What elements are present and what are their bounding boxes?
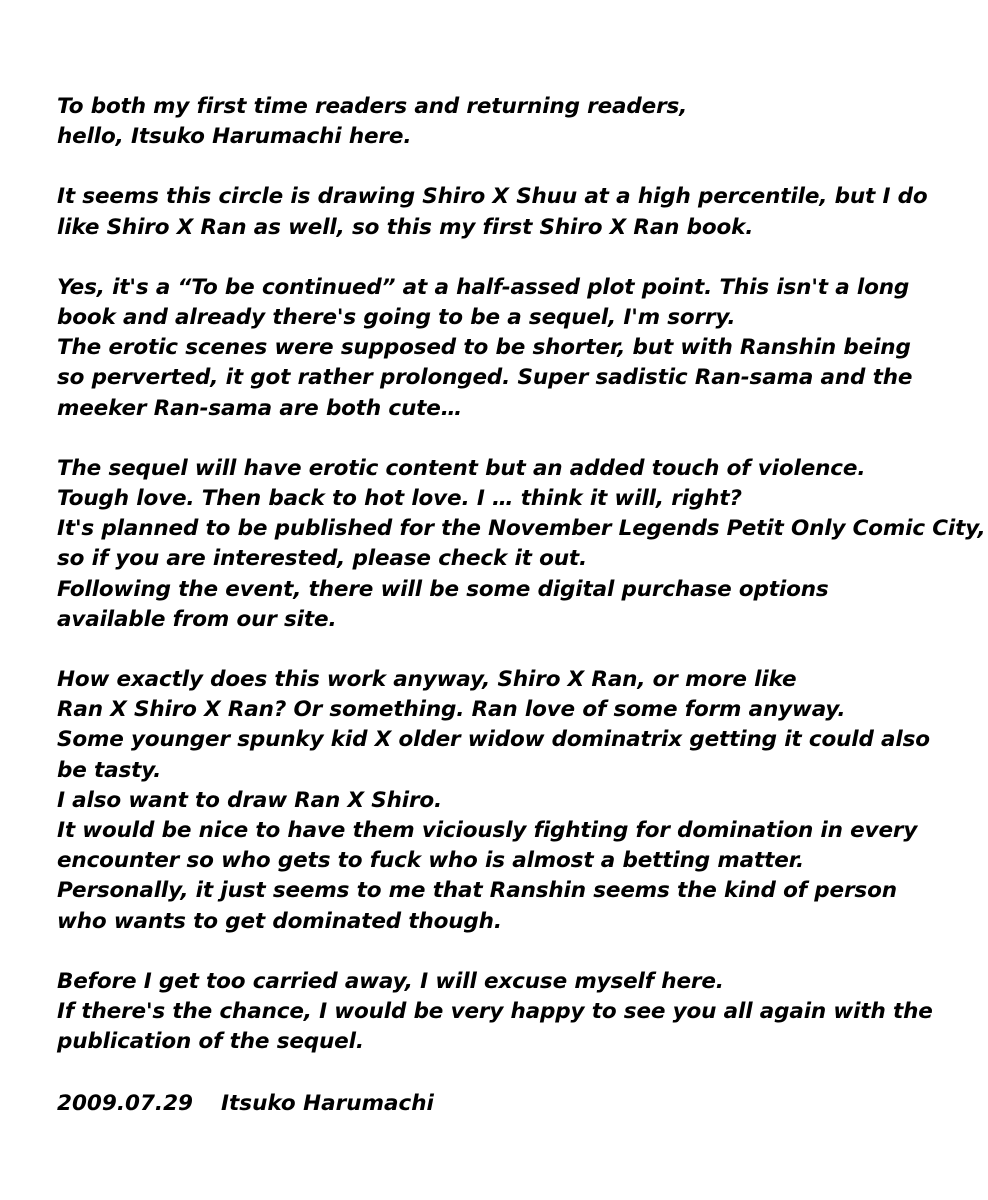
text-line: publication of the sequel. bbox=[57, 1029, 364, 1055]
paragraph-closing bbox=[57, 967, 933, 1058]
text-line: like Shiro X Ran as well, so this my first Shiro X Ran book. bbox=[57, 214, 754, 240]
paragraph-greeting bbox=[57, 92, 927, 152]
text-line: meeker Ran-sama are both cute… bbox=[57, 395, 463, 421]
text-line: so perverted, it got rather prolonged. Super sadistic Ran-sama and the bbox=[57, 365, 913, 391]
text-line: It's planned to be published for the November Legends Petit Only Comic City, bbox=[57, 516, 986, 542]
paragraph-to-be-continued bbox=[57, 273, 927, 424]
text-line: be tasty. bbox=[57, 757, 162, 783]
text-line: Yes, it's a “To be continued” at a half-assed plot point. This isn't a long bbox=[57, 274, 910, 300]
text-line: I also want to draw Ran X Shiro. bbox=[57, 787, 443, 813]
paragraph-sequel-plans bbox=[57, 454, 986, 635]
text-line: so if you are interested, please check it out. bbox=[57, 546, 588, 572]
text-line: available from our site. bbox=[57, 606, 337, 632]
text-line: Ran X Shiro X Ran? Or something. Ran love of some form anyway. bbox=[57, 697, 846, 723]
text-line: It would be nice to have them viciously fighting for domination in every bbox=[57, 818, 918, 844]
text-line: The erotic scenes were supposed to be shorter, but with Ranshin being bbox=[57, 335, 911, 361]
text-line: Personally, it just seems to me that Ranshin seems the kind of person bbox=[57, 878, 897, 904]
signature-block bbox=[57, 1090, 434, 1118]
text-line: To both my first time readers and returning readers, bbox=[57, 94, 688, 119]
signature-date: 2009.07.29 bbox=[57, 1091, 194, 1116]
text-line: It seems this circle is drawing Shiro X Shuu at a high percentile, but I do bbox=[57, 184, 928, 210]
afterword-text-body bbox=[57, 92, 986, 1057]
text-line: hello, Itsuko Harumachi here. bbox=[57, 124, 412, 150]
text-line: Following the event, there will be some digital purchase options bbox=[57, 576, 829, 602]
text-line: Tough love. Then back to hot love. I … think it will, right? bbox=[57, 486, 742, 512]
text-line: How exactly does this work anyway, Shiro X Ran, or more like bbox=[57, 667, 797, 693]
text-line: book and already there's going to be a sequel, I'm sorry. bbox=[57, 305, 736, 331]
text-line: If there's the chance, I would be very happy to see you all again with the bbox=[57, 999, 933, 1025]
paragraph-pairing-musings bbox=[57, 665, 930, 937]
text-line: who wants to get dominated though. bbox=[57, 908, 502, 934]
text-line: The sequel will have erotic content but an added touch of violence. bbox=[57, 455, 866, 481]
paragraph-pairing-intro bbox=[57, 182, 927, 242]
text-line: Some younger spunky kid X older widow dominatrix getting it could also bbox=[57, 727, 930, 753]
text-line: Before I get too carried away, I will excuse myself here. bbox=[57, 968, 724, 994]
signature-author-name: Itsuko Harumachi bbox=[221, 1091, 434, 1116]
text-line: encounter so who gets to fuck who is almost a betting matter. bbox=[57, 848, 805, 874]
